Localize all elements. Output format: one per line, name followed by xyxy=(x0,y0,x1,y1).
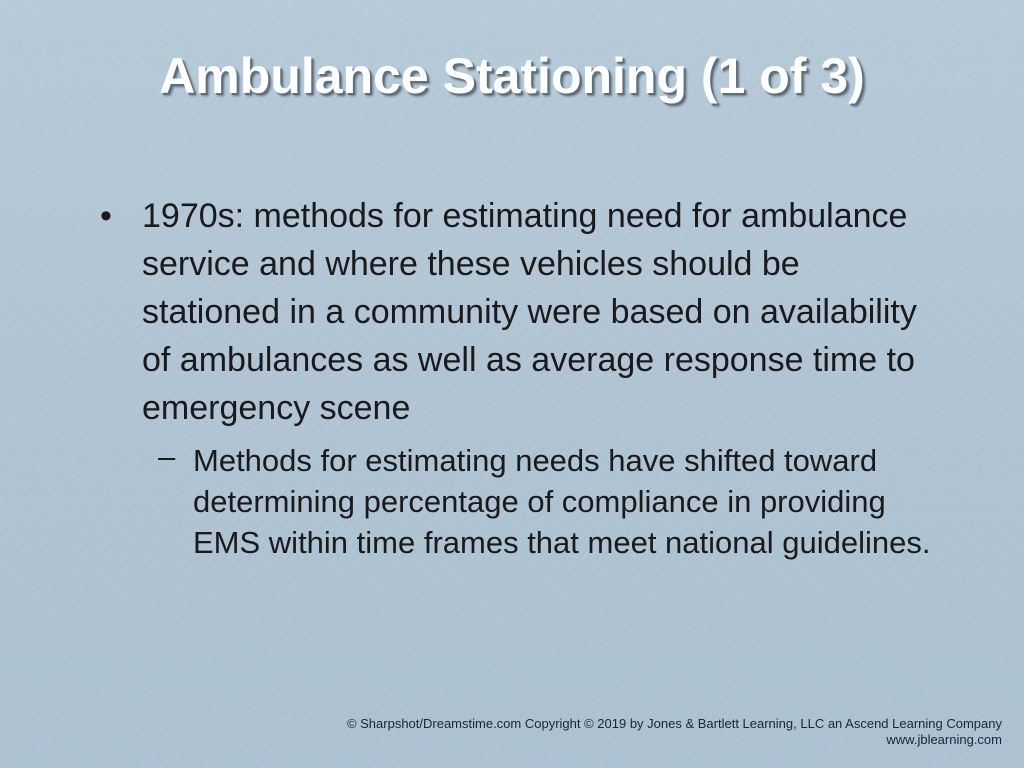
sub-bullet-item xyxy=(158,440,933,563)
website-text: www.jblearning.com xyxy=(886,732,1002,747)
copyright-text: © Sharpshot/Dreamstime.com Copyright © 2019 by Jones & Bartlett Learning, LLC an Ascend Learning Company xyxy=(346,716,1002,731)
sub-bullet-text: Methods for estimating needs have shifted toward determining percentage of compliance in providing EMS within time frames that meet national guidelines. xyxy=(193,443,931,560)
bullet-item xyxy=(100,192,940,432)
bullet-icon: • xyxy=(100,197,112,235)
slide-content xyxy=(100,192,940,563)
footer xyxy=(347,716,1002,748)
bullet-text: 1970s: methods for estimating need for ambulance service and where these vehicles should be stationed in a community were based on availability of ambulances as well as average response time to emergency scene xyxy=(142,197,917,427)
slide-title: Ambulance Stationing (1 of 3) xyxy=(159,48,865,104)
dash-icon: – xyxy=(158,439,176,474)
